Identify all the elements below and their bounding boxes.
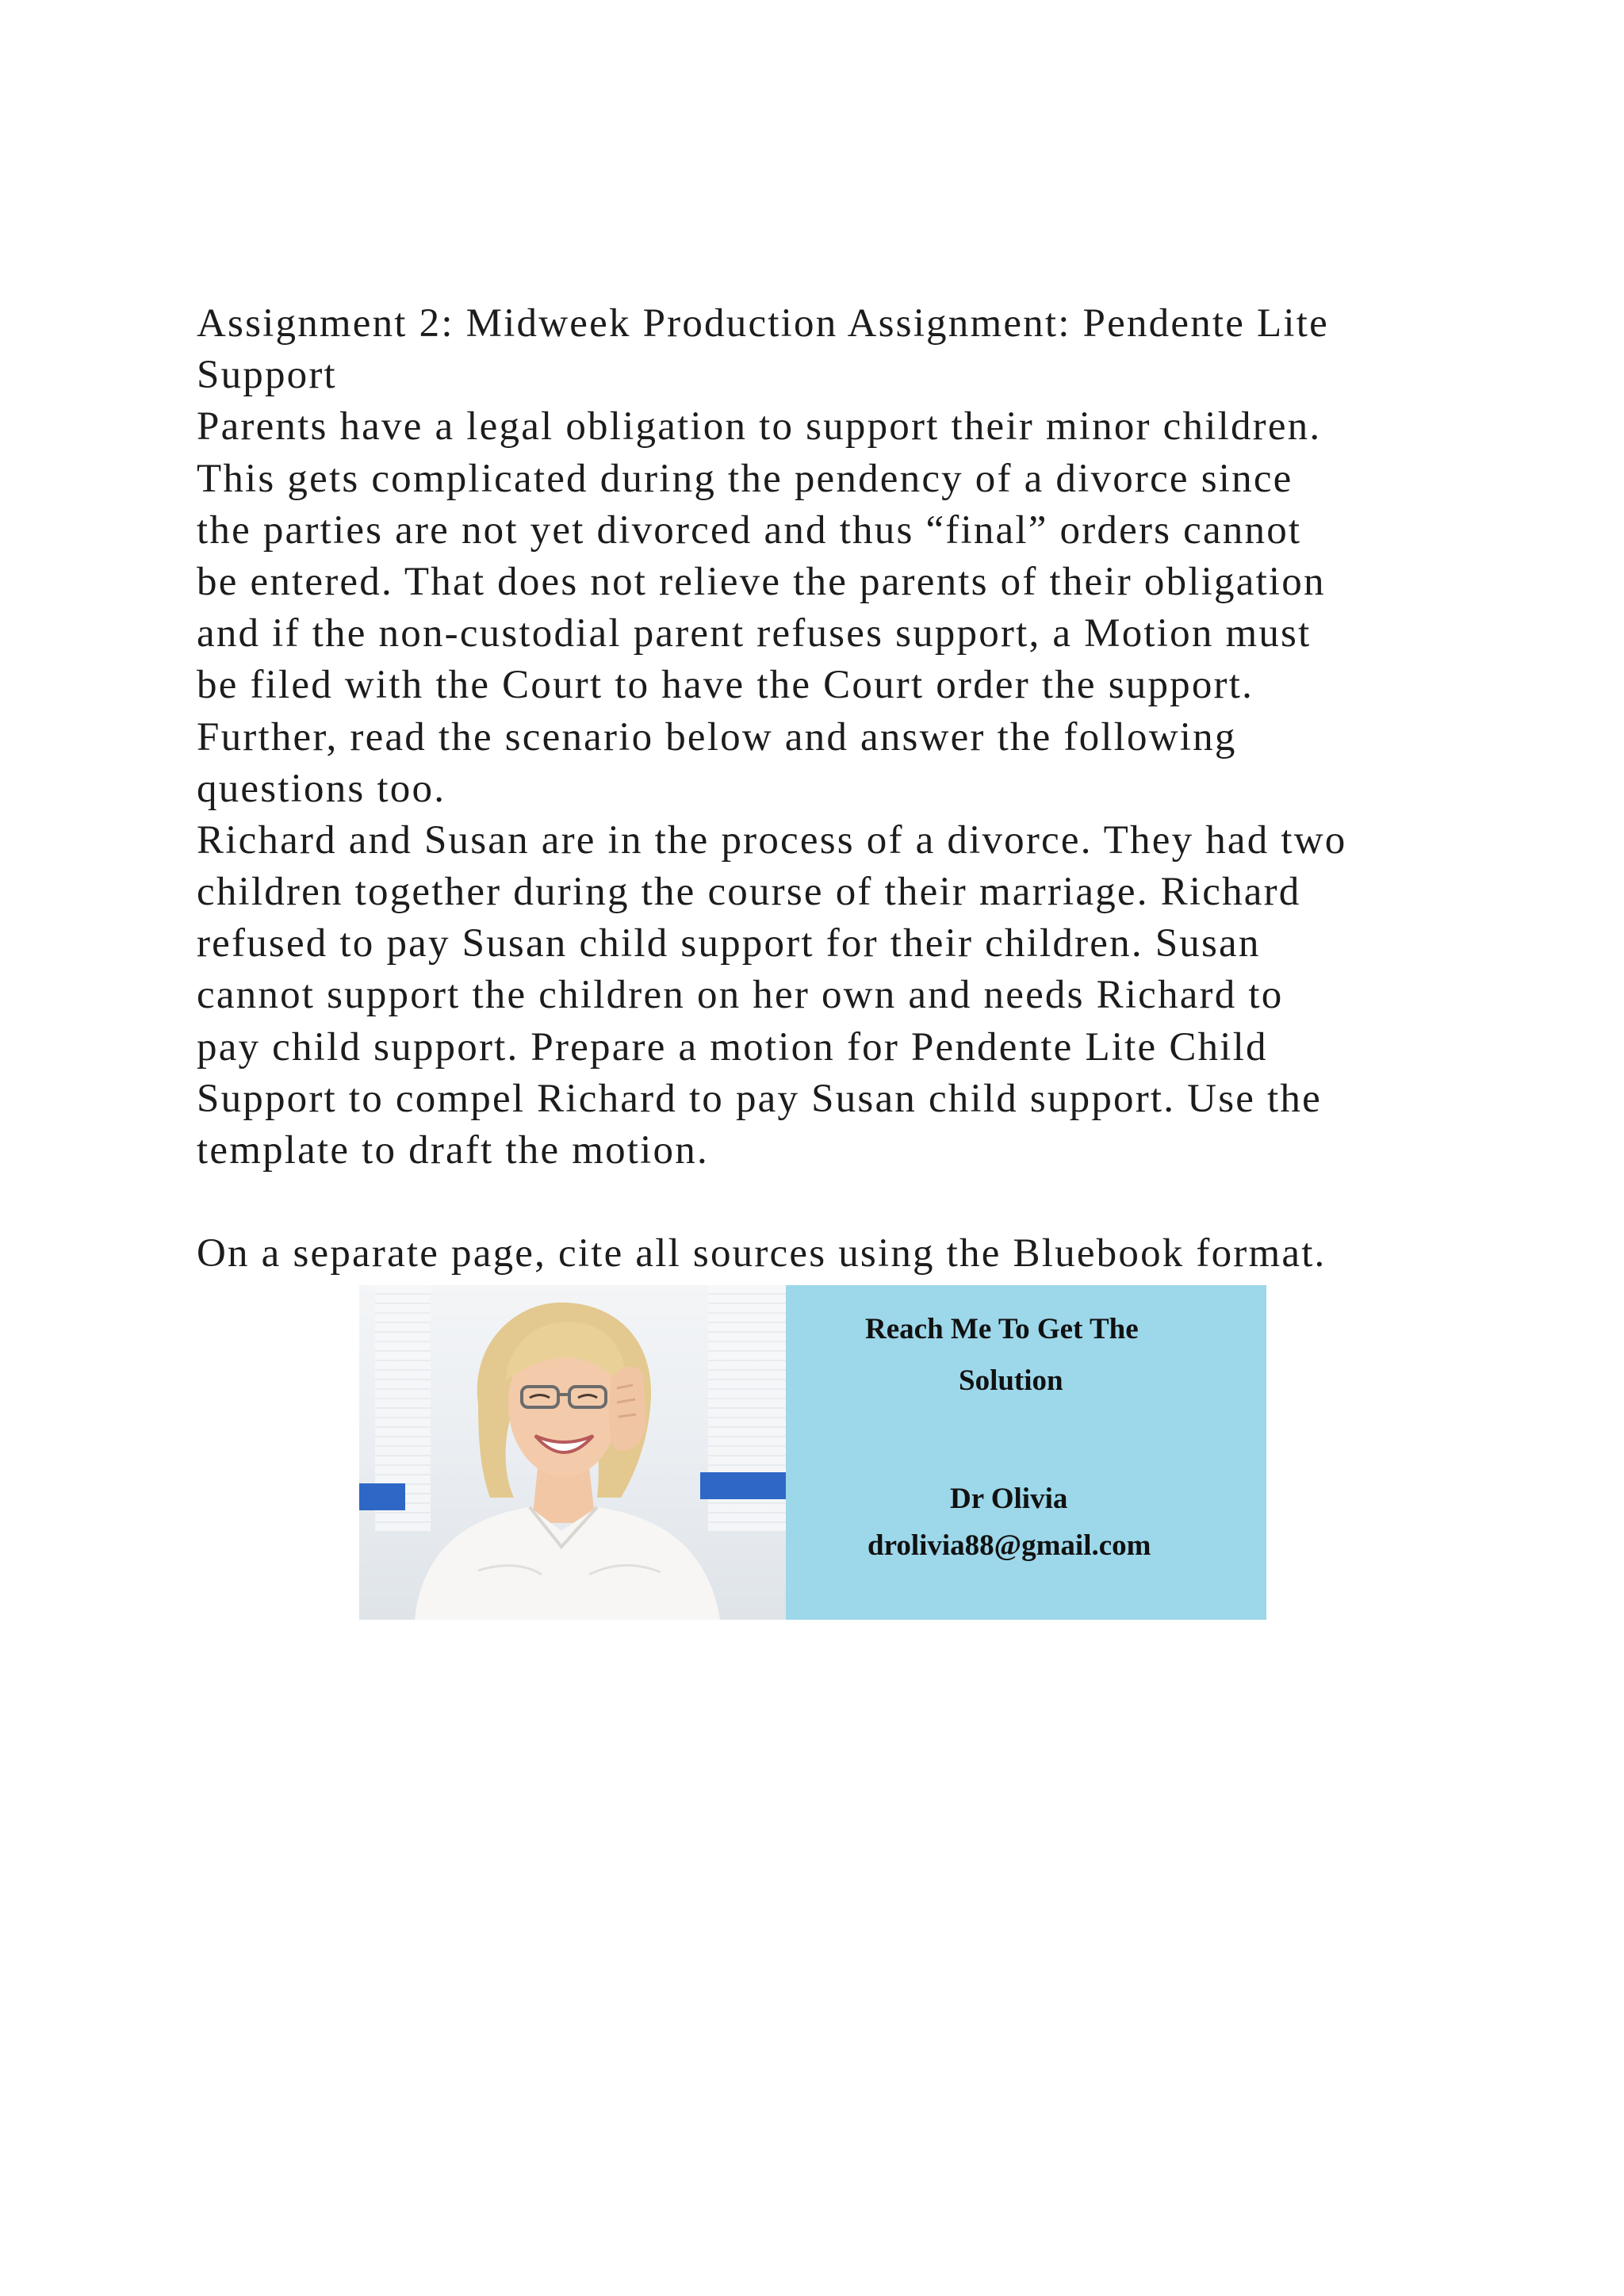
paragraph-line: questions too.: [197, 766, 446, 811]
paragraph-line: the parties are not yet divorced and thus “final” orders cannot: [197, 507, 1302, 553]
woman-photo: [359, 1285, 786, 1620]
paragraph-line: Parents have a legal obligation to support their minor children.: [197, 404, 1322, 450]
contact-banner: [359, 1285, 1266, 1620]
paragraph-line: Further, read the scenario below and answer the following: [197, 714, 1237, 760]
banner-headline: Reach Me To Get The: [865, 1313, 1139, 1345]
scenario-line: template to draft the motion.: [197, 1128, 709, 1173]
scenario-line: children together during the course of their marriage. Richard: [197, 870, 1301, 915]
scenario-line: refused to pay Susan child support for their children. Susan: [197, 921, 1261, 966]
scenario-line: cannot support the children on her own and needs Richard to: [197, 973, 1284, 1018]
contact-name: Dr Olivia: [950, 1483, 1068, 1515]
scenario-line: pay child support. Prepare a motion for Pendente Lite Child: [197, 1024, 1268, 1070]
contact-panel: [786, 1285, 1266, 1620]
paragraph-line: be filed with the Court to have the Court order the support.: [197, 663, 1254, 708]
assignment-text: [197, 298, 1450, 1280]
contact-email: drolivia88@gmail.com: [868, 1529, 1151, 1562]
paragraph-line: This gets complicated during the pendency of a divorce since: [197, 456, 1293, 501]
assignment-title-line-2: Support: [197, 353, 337, 398]
paragraph-line: and if the non-custodial parent refuses support, a Motion must: [197, 611, 1312, 656]
assignment-title-line-1: Assignment 2: Midweek Production Assignment: Pendente Lite: [197, 301, 1329, 346]
blank-line: [197, 1177, 1450, 1228]
woman-illustration: [359, 1285, 786, 1620]
closing-line: On a separate page, cite all sources using the Bluebook format.: [197, 1231, 1327, 1276]
banner-headline-2: Solution: [959, 1364, 1063, 1397]
paragraph-line: be entered. That does not relieve the parents of their obligation: [197, 559, 1326, 604]
scenario-line: Richard and Susan are in the process of a divorce. They had two: [197, 817, 1347, 863]
scenario-line: Support to compel Richard to pay Susan child support. Use the: [197, 1076, 1322, 1121]
